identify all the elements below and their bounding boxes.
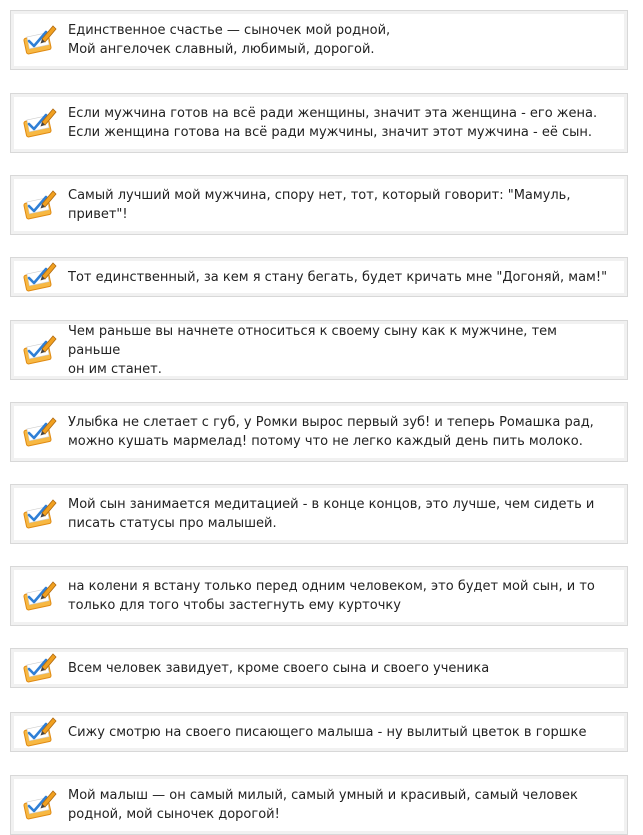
status-text: на колени я встану только перед одним человеком, это будет мой сын, и то только для того чтобы застегнуть ему курточку	[68, 579, 595, 613]
status-card[interactable]	[10, 257, 628, 297]
pencil-checkmark-icon	[22, 188, 58, 222]
pencil-checkmark-icon	[22, 579, 58, 613]
status-text: Самый лучший мой мужчина, спору нет, тот, который говорит: "Мамуль, привет"!	[68, 188, 571, 222]
pencil-checkmark-icon	[22, 260, 58, 294]
status-card[interactable]	[10, 484, 628, 544]
status-text: Единственное счастье — сыночек мой родной, Мой ангелочек славный, любимый, дорогой.	[68, 23, 391, 57]
status-card[interactable]	[10, 10, 628, 70]
status-card[interactable]	[10, 566, 628, 626]
status-card[interactable]	[10, 712, 628, 752]
pencil-checkmark-icon	[22, 333, 58, 367]
pencil-checkmark-icon	[22, 651, 58, 685]
status-text: Улыбка не слетает с губ, у Ромки вырос первый зуб! и теперь Ромашка рад, можно кушать мармелад! потому что не легко каждый день пить молоко.	[68, 415, 594, 449]
status-card[interactable]	[10, 175, 628, 235]
status-text: Мой сын занимается медитацией - в конце концов, это лучше, чем сидеть и писать статусы про малышей.	[68, 497, 595, 531]
pencil-checkmark-icon	[22, 788, 58, 822]
pencil-checkmark-icon	[22, 715, 58, 749]
status-card[interactable]	[10, 648, 628, 688]
status-card[interactable]	[10, 93, 628, 153]
pencil-checkmark-icon	[22, 415, 58, 449]
status-text: Чем раньше вы начнете относиться к своему сыну как к мужчине, тем раньше он им станет.	[68, 323, 557, 377]
status-text: Всем человек завидует, кроме своего сына и своего ученика	[68, 660, 490, 676]
status-text: Если мужчина готов на всё ради женщины, значит эта женщина - его жена. Если женщина готова на всё ради мужчины, значит этот мужчина - её сын.	[68, 106, 598, 140]
status-text: Мой малыш — он самый милый, самый умный и красивый, самый человек родной, мой сыночек дорогой!	[68, 788, 578, 822]
status-text: Сижу смотрю на своего писающего малыша - ну вылитый цветок в горшке	[68, 724, 587, 740]
pencil-checkmark-icon	[22, 106, 58, 140]
status-card[interactable]	[10, 402, 628, 462]
status-text: Тот единственный, за кем я стану бегать, будет кричать мне "Догоняй, мам!"	[68, 269, 608, 285]
status-card[interactable]	[10, 320, 628, 380]
status-card[interactable]	[10, 775, 628, 835]
pencil-checkmark-icon	[22, 23, 58, 57]
pencil-checkmark-icon	[22, 497, 58, 531]
